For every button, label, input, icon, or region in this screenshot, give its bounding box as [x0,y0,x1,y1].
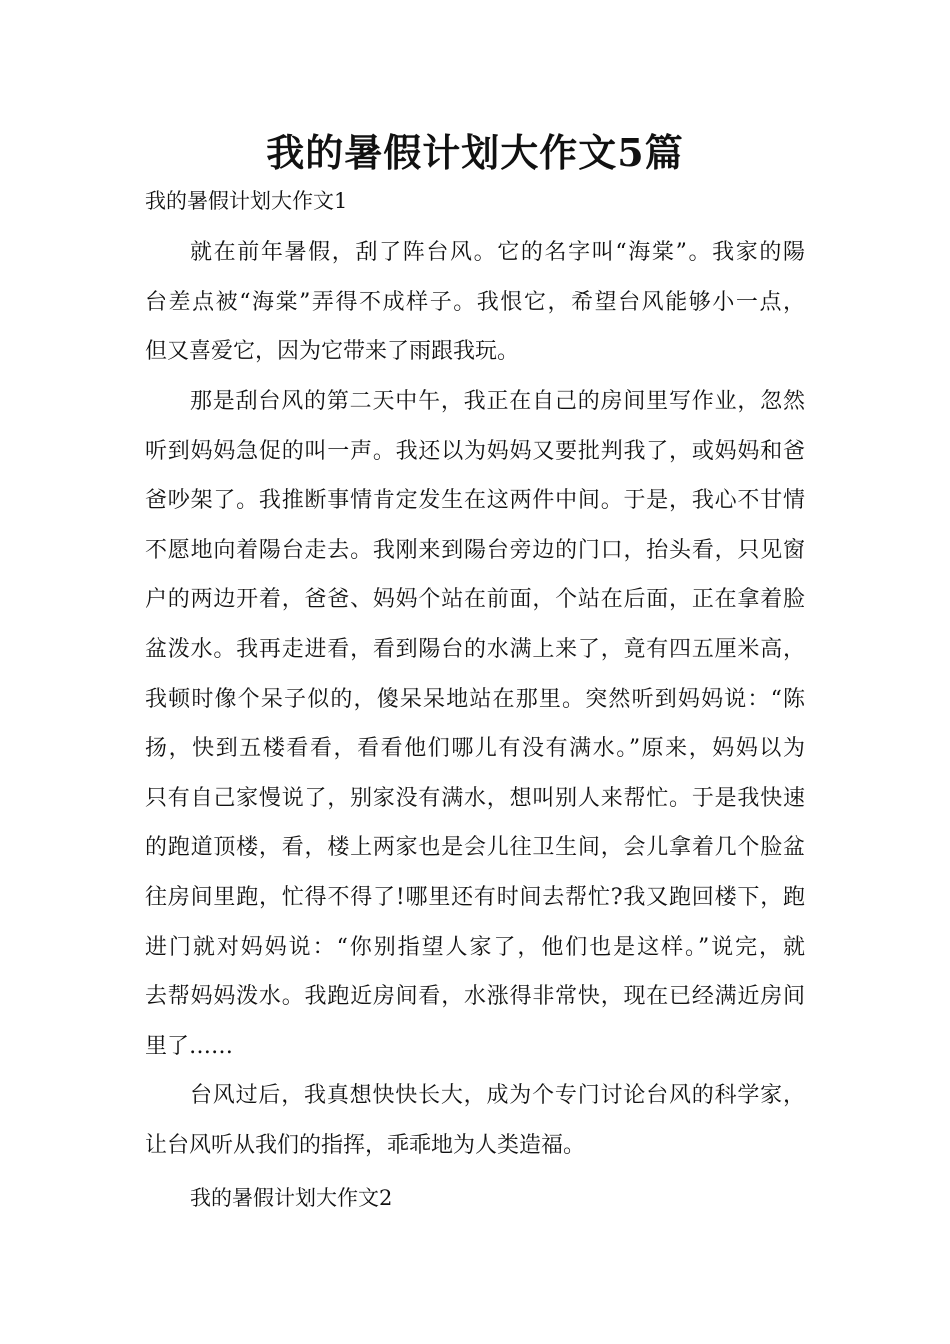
section-heading-1: 我的暑假计划大作文1 [145,189,348,213]
paragraph-line: 我顿时像个呆子似的，傻呆呆地站在那里。突然听到妈妈说：“陈 [145,686,805,712]
paragraph-line: 台风过后，我真想快快长大，成为个专门讨论台风的科学家， [190,1083,805,1108]
paragraph-line: 听到妈妈急促的叫一声。我还以为妈妈又要批判我了，或妈妈和爸 [145,438,805,464]
paragraph-line: 盆泼水。我再走进看，看到陽台的水满上来了，竟有四五厘米高， [145,636,805,662]
paragraph-line: 扬，快到五楼看看，看看他们哪儿有没有满水。”原来，妈妈以为 [145,736,805,762]
paragraph-line: 台差点被“海棠”弄得不成样子。我恨它，希望台风能够小一点， [145,289,805,315]
paragraph [145,377,805,1071]
paragraph-line: 但又喜爱它，因为它带来了雨跟我玩。 [145,339,520,365]
section-heading-2: 我的暑假计划大作文2 [190,1186,393,1210]
paragraph-line: 的跑道顶楼，看，楼上两家也是会儿往卫生间，会儿拿着几个脸盆 [145,835,805,861]
paragraph [145,228,805,377]
paragraph-line: 里了…… [145,1033,234,1059]
paragraph-line: 让台风听从我们的指挥，乖乖地为人类造福。 [145,1132,586,1158]
paragraph-line: 那是刮台风的第二天中午，我正在自己的房间里写作业，忽然 [190,389,805,414]
document-title: 我的暑假计划大作文5篇 [266,130,684,175]
paragraph-line: 进门就对妈妈说：“你别指望人家了，他们也是这样。”说完，就 [145,934,805,960]
paragraph [145,1071,805,1170]
paragraph-line: 往房间里跑，忙得不得了!哪里还有时间去帮忙?我又跑回楼下，跑 [145,884,805,910]
paragraph-line: 就在前年暑假，刮了阵台风。它的名字叫“海棠”。我家的陽 [190,240,805,265]
paragraph-line: 去帮妈妈泼水。我跑近房间看，水涨得非常快，现在已经满近房间 [145,984,805,1010]
paragraph-line: 不愿地向着陽台走去。我刚来到陽台旁边的门口，抬头看，只见窗 [145,537,805,563]
paragraph-line: 只有自己家慢说了，别家没有满水，想叫别人来帮忙。于是我快速 [145,785,805,811]
paragraph-line: 户的两边开着，爸爸、妈妈个站在前面，个站在后面，正在拿着脸 [145,587,805,613]
paragraph-line: 爸吵架了。我推断事情肯定发生在这两件中间。于是，我心不甘情 [145,488,805,514]
